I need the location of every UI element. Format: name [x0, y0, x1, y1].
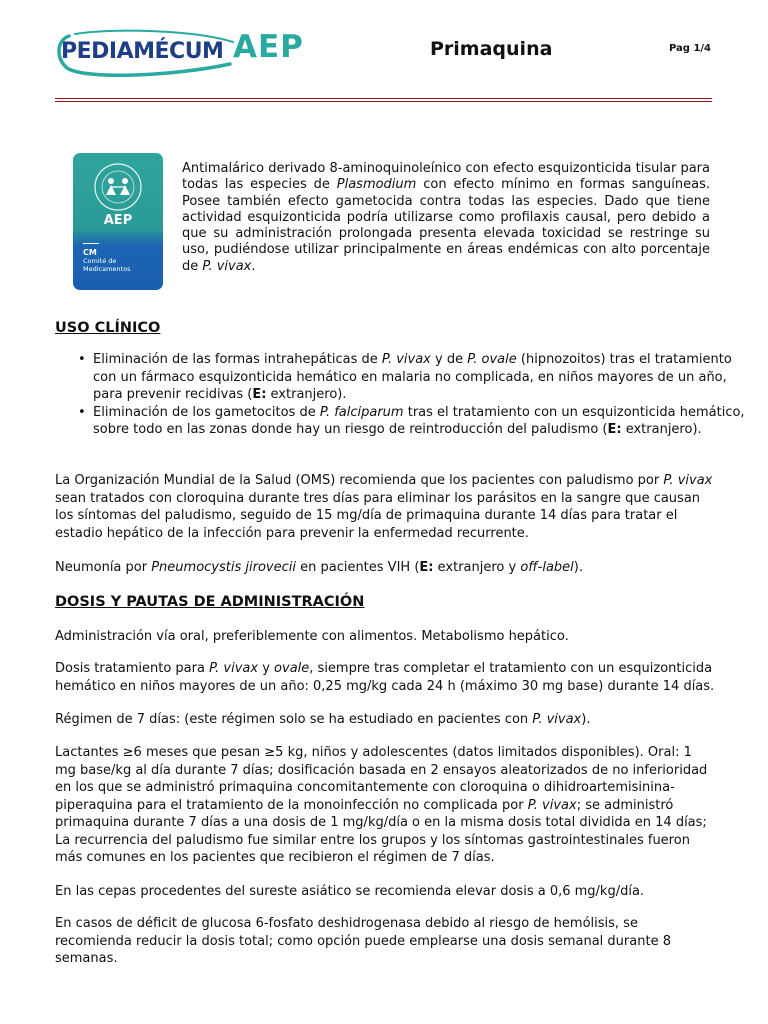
pediamecum-logo: [55, 28, 305, 78]
list-item-text: Eliminación de las formas intrahepáticas de: [93, 352, 382, 367]
header-rule-bottom: [55, 101, 712, 102]
species-name: P. vivax: [381, 352, 431, 367]
paragraph-text: y: [258, 661, 275, 676]
paragraph-text: Régimen de 7 días: (este régimen solo se ha estudiado en pacientes con: [55, 712, 533, 727]
paragraph-text: Dosis tratamiento para: [55, 661, 210, 676]
intro-text-2: con efecto mínimo en formas sanguíneas. Posee también efecto gametocida contra todas las especies. Dado que tiene actividad esquizonticida podría utilizarse como profilaxis causal, pero debido a que su administración prolongada presenta elevada toxicidad se restringe su uso, pudiéndose utilizar principalmente en áreas endémicas con alto porcentaje de: [182, 177, 710, 274]
list-item-text: tras el tratamiento con un esquizonticida hemático, sobre todo en las zonas donde hay un riesgo de reintroducción del paludismo (: [93, 404, 745, 437]
paragraph-text: extranjero y: [433, 560, 521, 575]
paragraph-text: en pacientes VIH (: [295, 560, 420, 575]
page-number: Pag 1/4: [669, 43, 712, 54]
label-e: E:: [252, 387, 267, 402]
species-name: P. vivax: [209, 661, 259, 676]
list-item: [93, 351, 753, 404]
list-item-text: Eliminación de los gametocitos de: [93, 404, 320, 420]
intro-text: Antimalárico derivado 8-aminoquinoleínico con efecto esquizonticida tisular para todas las especies de: [182, 161, 710, 193]
administracion-paragraph: Administración vía oral, preferiblemente con alimentos. Metabolismo hepático.: [55, 629, 569, 644]
badge-sub-line2: Medicamentos: [83, 265, 131, 273]
paragraph-text: La Organización Mundial de la Salud (OMS) recomienda que los pacientes con paludismo por: [55, 473, 664, 488]
list-item: [93, 404, 753, 439]
species-name: P. vivax: [663, 473, 713, 488]
regimen-paragraph: [55, 711, 715, 729]
intro-genus: Plasmodium: [336, 177, 417, 193]
paragraph-text: , siempre tras completar el tratamiento con un esquizonticida hemático en niños mayores de un año: 0,25 mg/kg cada 24 h (máximo 30 mg base) durante 14 días.: [55, 661, 715, 694]
badge-divider: [83, 243, 99, 244]
header-rule-top: [55, 98, 712, 99]
species-name: ovale: [274, 661, 310, 676]
list-item-text: y de: [430, 352, 468, 367]
intro-species: P. vivax: [202, 258, 252, 274]
paragraph-text: ).: [573, 560, 584, 575]
intro-paragraph: [182, 161, 710, 275]
deficit-paragraph: En casos de déficit de glucosa 6-fosfato deshidrogenasa debido al riesgo de hemólisis, se recomienda reducir la dosis total; como opción puede emplearse una dosis semanal durante 8 semanas.: [55, 916, 671, 966]
paragraph-text: ).: [581, 712, 591, 727]
label-e: E:: [419, 560, 434, 575]
paragraph-text: sean tratados con cloroquina durante tres días para eliminar los parásitos en la sangre que causan los síntomas del paludismo, seguido de 15 mg/día de primaquina durante 14 días para tratar el estadio hepático de la infección para prevenir la enfermedad recurrente.: [55, 490, 701, 541]
dosis-tratamiento-paragraph: [55, 660, 715, 695]
species-name: P. vivax: [532, 712, 582, 727]
cepas-paragraph: En las cepas procedentes del sureste asiático se recomienda elevar dosis a 0,6 mg/kg/día.: [55, 884, 645, 899]
species-name: P. falciparum: [319, 404, 404, 420]
section-heading-dosis: DOSIS Y PAUTAS DE ADMINISTRACIÓN: [55, 594, 365, 610]
species-name: P. vivax: [527, 797, 577, 813]
uso-clinico-list: [55, 351, 753, 439]
badge-committee-text: [83, 257, 130, 273]
intro-end: .: [251, 258, 256, 274]
paragraph-text: ; se administró primaquina durante 7 días a una dosis de 1 mg/kg/día o en la misma dosis total dividida en 14 días; La recurrencia del paludismo fue similar entre los grupos y los síntomas gastrointestinales fueron más comunes en los pacientes que recibieron el régimen de 7 días.: [55, 797, 707, 865]
section-heading-uso-clinico: USO CLÍNICO: [55, 320, 161, 336]
aep-committee-badge: [73, 153, 163, 290]
badge-aep-text: AEP: [103, 213, 133, 228]
off-label-text: off-label: [520, 560, 574, 575]
list-item-text: extranjero).: [266, 387, 347, 402]
document-title: Primaquina: [430, 38, 553, 60]
lactantes-paragraph: [55, 744, 715, 867]
species-name: P. ovale: [467, 352, 517, 367]
species-name: Pneumocystis jirovecii: [151, 560, 296, 575]
logo-text: PEDIAMÉCUM: [61, 39, 224, 64]
list-item-text: (hipnozoitos) tras el tratamiento con un fármaco esquizonticida hemático en malaria no complicada, en niños mayores de un año, para prevenir recidivas (: [93, 352, 732, 402]
badge-sub-line1: Comité de: [83, 257, 117, 265]
neumonia-paragraph: [55, 559, 715, 577]
list-item-text: extranjero).: [621, 422, 702, 437]
oms-paragraph: [55, 472, 715, 542]
label-e: E:: [607, 422, 622, 437]
paragraph-text: Neumonía por: [55, 560, 152, 575]
logo-aep-text: AEP: [233, 29, 304, 65]
badge-cm-text: CM: [83, 248, 97, 257]
paragraph-text: Lactantes ≥6 meses que pesan ≥5 kg, niños y adolescentes (datos limitados disponibles). Oral: 1 mg base/kg al día durante 7 días; dosificación basada en 2 ensayos aleatorizados de no inferioridad en los que se administró primaquina concomitantemente con cloroquina o dihidroartemisinina-piperaquina para el tratamiento de la monoinfección no complicada por: [55, 745, 708, 813]
